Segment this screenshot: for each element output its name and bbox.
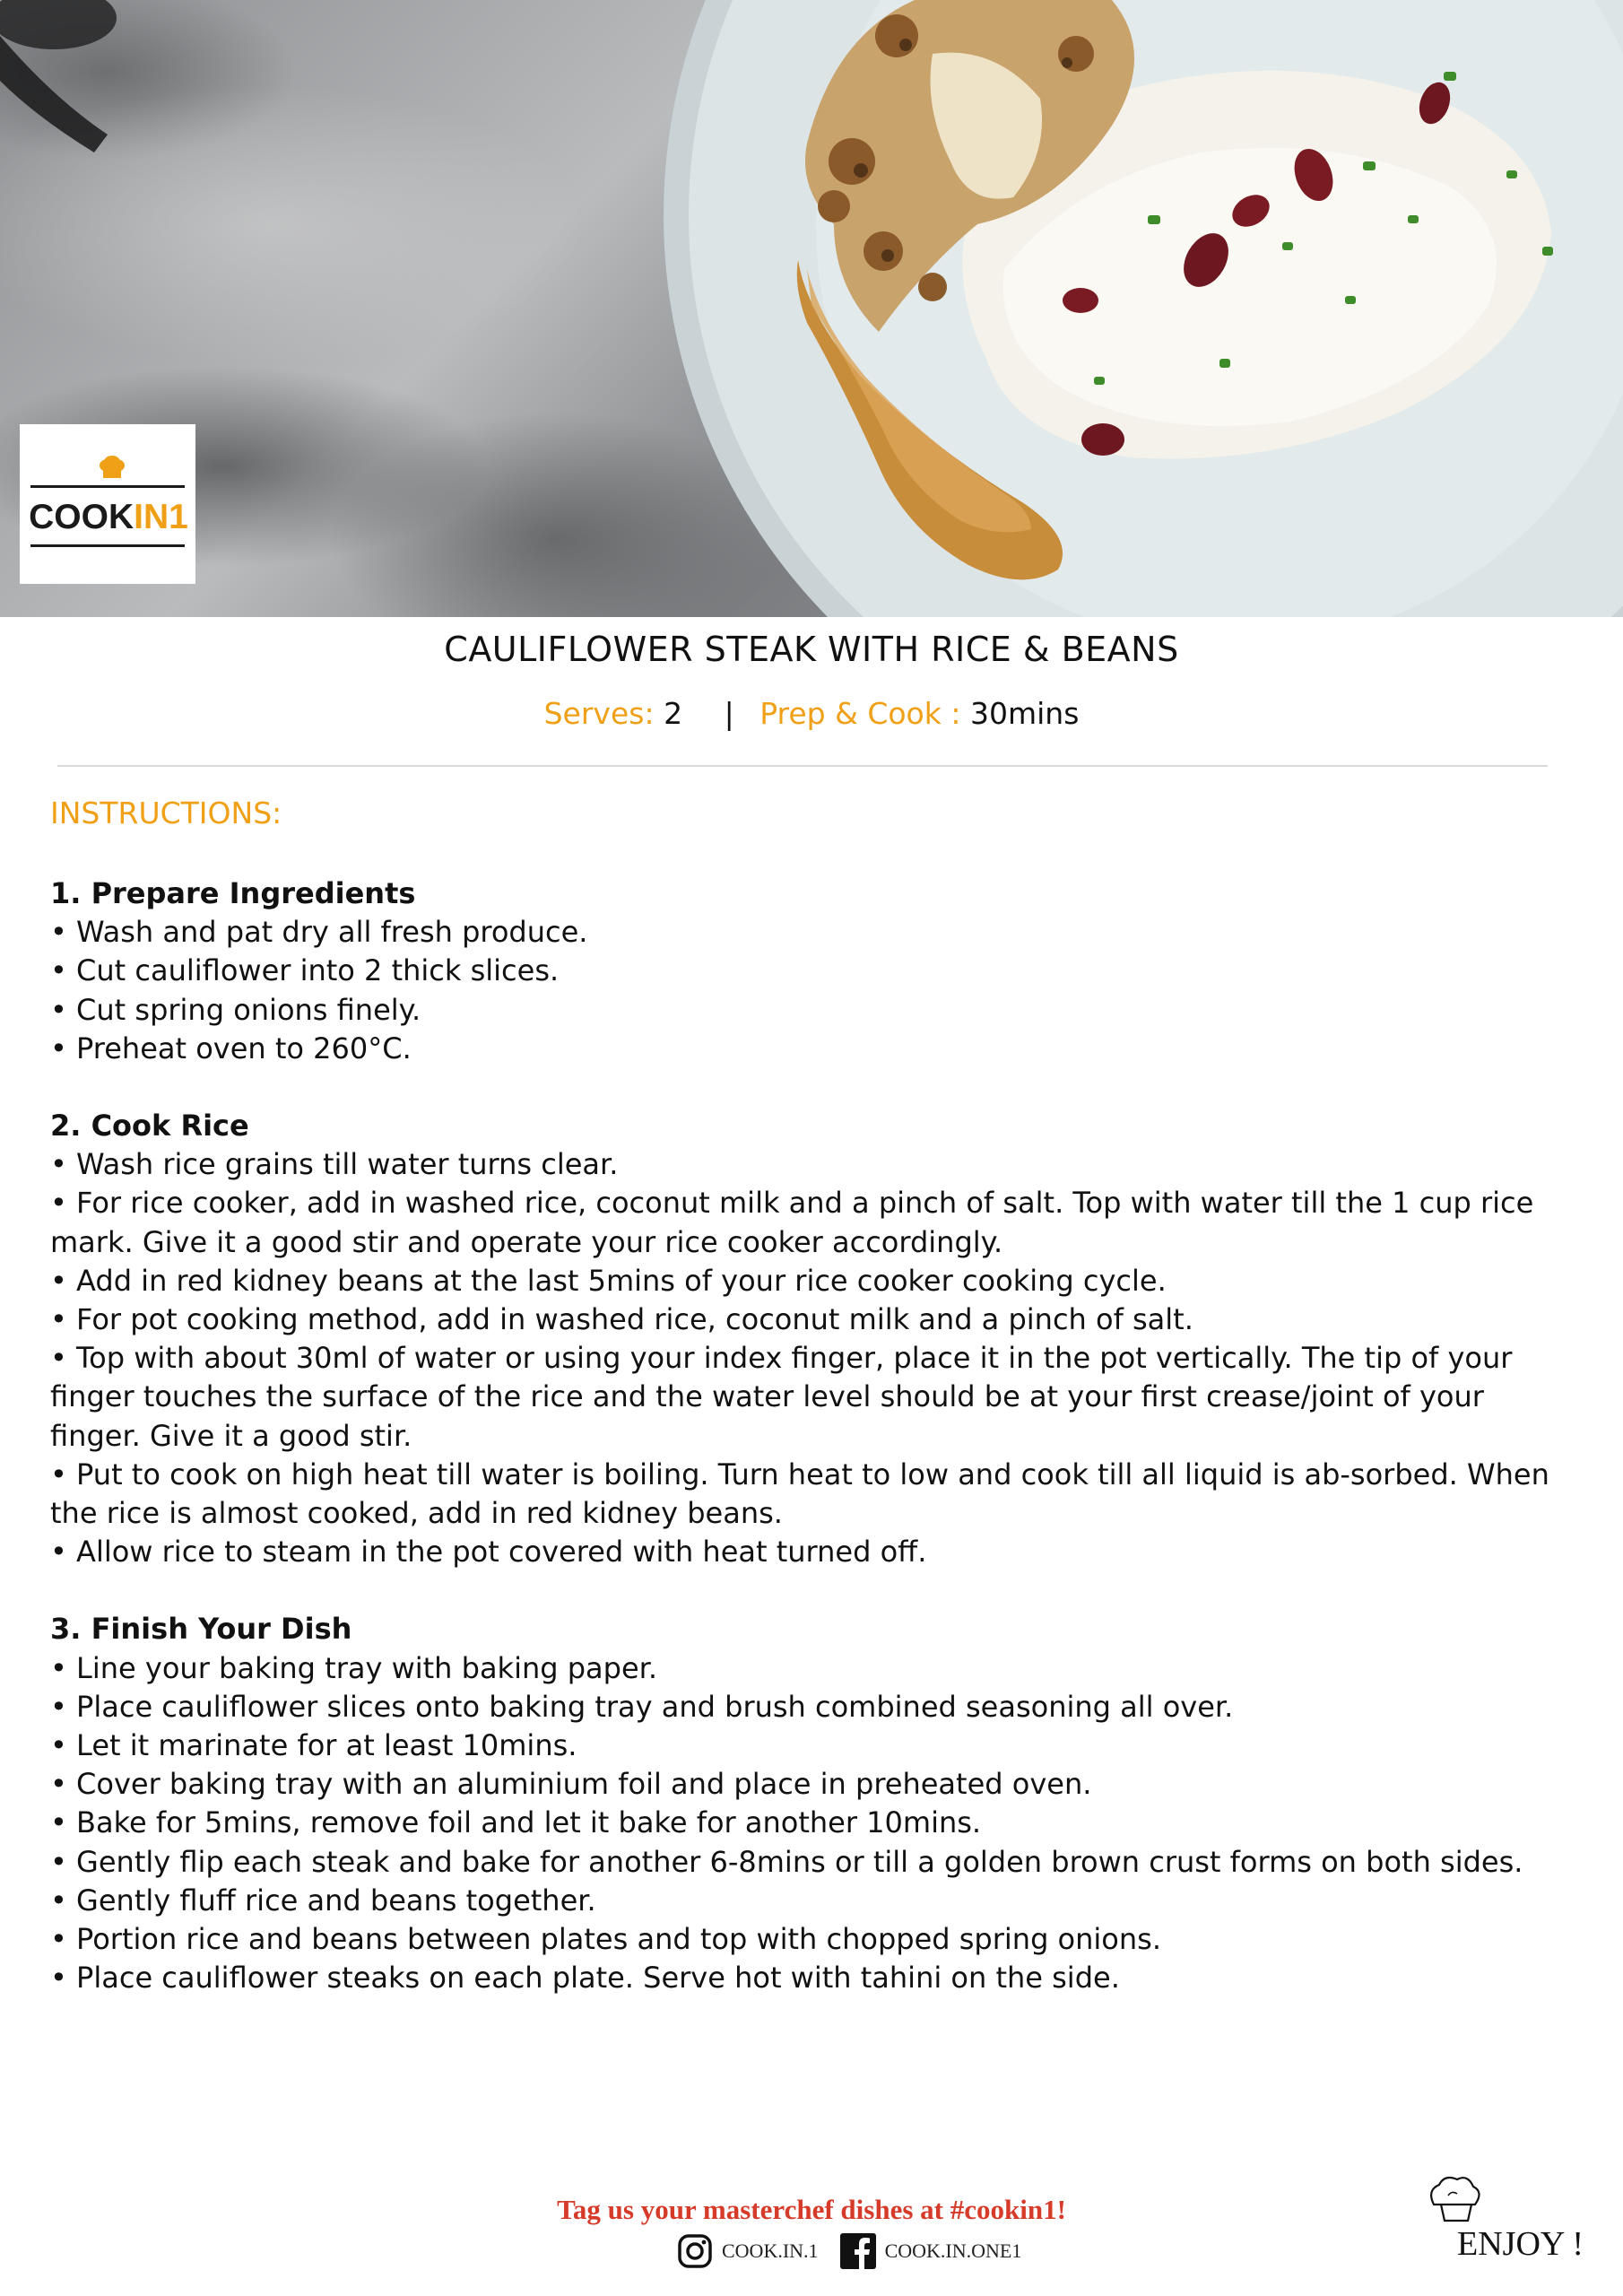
divider [57, 765, 1548, 767]
step-bullet: • Portion rice and beans between plates and top with chopped spring onions. [50, 1922, 1161, 1957]
step-bullet: • For rice cooker, add in washed rice, coconut milk and a pinch of salt. Top with water till the 1 cup rice mark. Give it a good stir and operate your rice cooker accordingly. [50, 1186, 1534, 1259]
time-value: 30mins [969, 696, 1080, 731]
step-bullet: • Put to cook on high heat till water is boiling. Turn heat to low and cook till all liquid is ab-sorbed. When the rice is almost cooked, add in red kidney beans. [50, 1457, 1549, 1531]
step-bullet: • Place cauliflower steaks on each plate. Serve hot with tahini on the side. [50, 1961, 1120, 1996]
step-bullet: • Wash rice grains till water turns clear. [50, 1147, 619, 1182]
step-bullet: • For pot cooking method, add in washed rice, coconut milk and a pinch of salt. [50, 1302, 1193, 1337]
step-bullet: • Gently flip each steak and bake for another 6-8mins or till a golden brown crust forms on both sides. [50, 1844, 1523, 1879]
step-finish-dish [50, 1610, 1557, 1997]
facebook-icon[interactable] [840, 2233, 876, 2269]
step-bullet: • Cut spring onions finely. [50, 992, 421, 1027]
recipe-title: CAULIFLOWER STEAK WITH RICE & BEANS [444, 630, 1179, 669]
step-bullet: • Wash and pat dry all fresh produce. [50, 915, 588, 950]
instructions-body [50, 874, 1557, 2036]
step-bullet: • Line your baking tray with baking paper. [50, 1650, 658, 1685]
social-links [677, 2231, 1043, 2271]
step-bullet: • Cover baking tray with an aluminium foil and place in preheated oven. [50, 1767, 1092, 1802]
enjoy-text: ENJOY ! [1457, 2225, 1584, 2263]
recipe-meta [0, 696, 1623, 731]
time-label: Prep & Cook : [759, 696, 961, 731]
step-bullet: • Place cauliflower slices onto baking tray and brush combined seasoning all over. [50, 1689, 1234, 1724]
step-prepare-ingredients [50, 874, 1557, 1068]
step-bullet: • Top with about 30ml of water or using your index finger, place it in the pot vertically. The tip of your finger touches the surface of the rice and the water level should be at your first crease/joint of your finger. Give it a good stir. [50, 1341, 1513, 1453]
instagram-icon[interactable] [677, 2233, 713, 2269]
serves-value: 2 [664, 696, 683, 731]
step-cook-rice [50, 1107, 1557, 1571]
brand-logo [20, 424, 195, 584]
step-bullet: • Allow rice to steam in the pot covered with heat turned off. [50, 1535, 927, 1570]
step-title: 1. Prepare Ingredients [50, 876, 416, 910]
step-bullet: • Let it marinate for at least 10mins. [50, 1728, 577, 1763]
chef-hat-icon [100, 456, 125, 478]
hero-photo [0, 0, 1623, 617]
instructions-heading: INSTRUCTIONS: [50, 796, 282, 831]
footer-tagline: Tag us your masterchef dishes at #cookin1! [557, 2194, 1066, 2225]
dish-illustration [0, 0, 1623, 617]
step-bullet: • Gently fluff rice and beans together. [50, 1883, 596, 1918]
step-title: 3. Finish Your Dish [50, 1612, 352, 1647]
step-bullet: • Cut cauliflower into 2 thick slices. [50, 953, 560, 988]
logo-wordmark: COOKIN1 [29, 498, 188, 536]
step-title: 2. Cook Rice [50, 1109, 249, 1144]
instagram-handle[interactable]: COOK.IN.1 [722, 2239, 819, 2262]
step-bullet: • Preheat oven to 260°C. [50, 1031, 412, 1065]
step-bullet: • Bake for 5mins, remove foil and let it bake for another 10mins. [50, 1805, 982, 1840]
step-bullet: • Add in red kidney beans at the last 5mins of your rice cooker cooking cycle. [50, 1263, 1167, 1298]
serves-label: Serves: [543, 696, 655, 731]
meta-separator: | [724, 696, 734, 731]
enjoy-sign-off [1421, 2170, 1584, 2278]
facebook-handle[interactable]: COOK.IN.ONE1 [884, 2239, 1022, 2262]
